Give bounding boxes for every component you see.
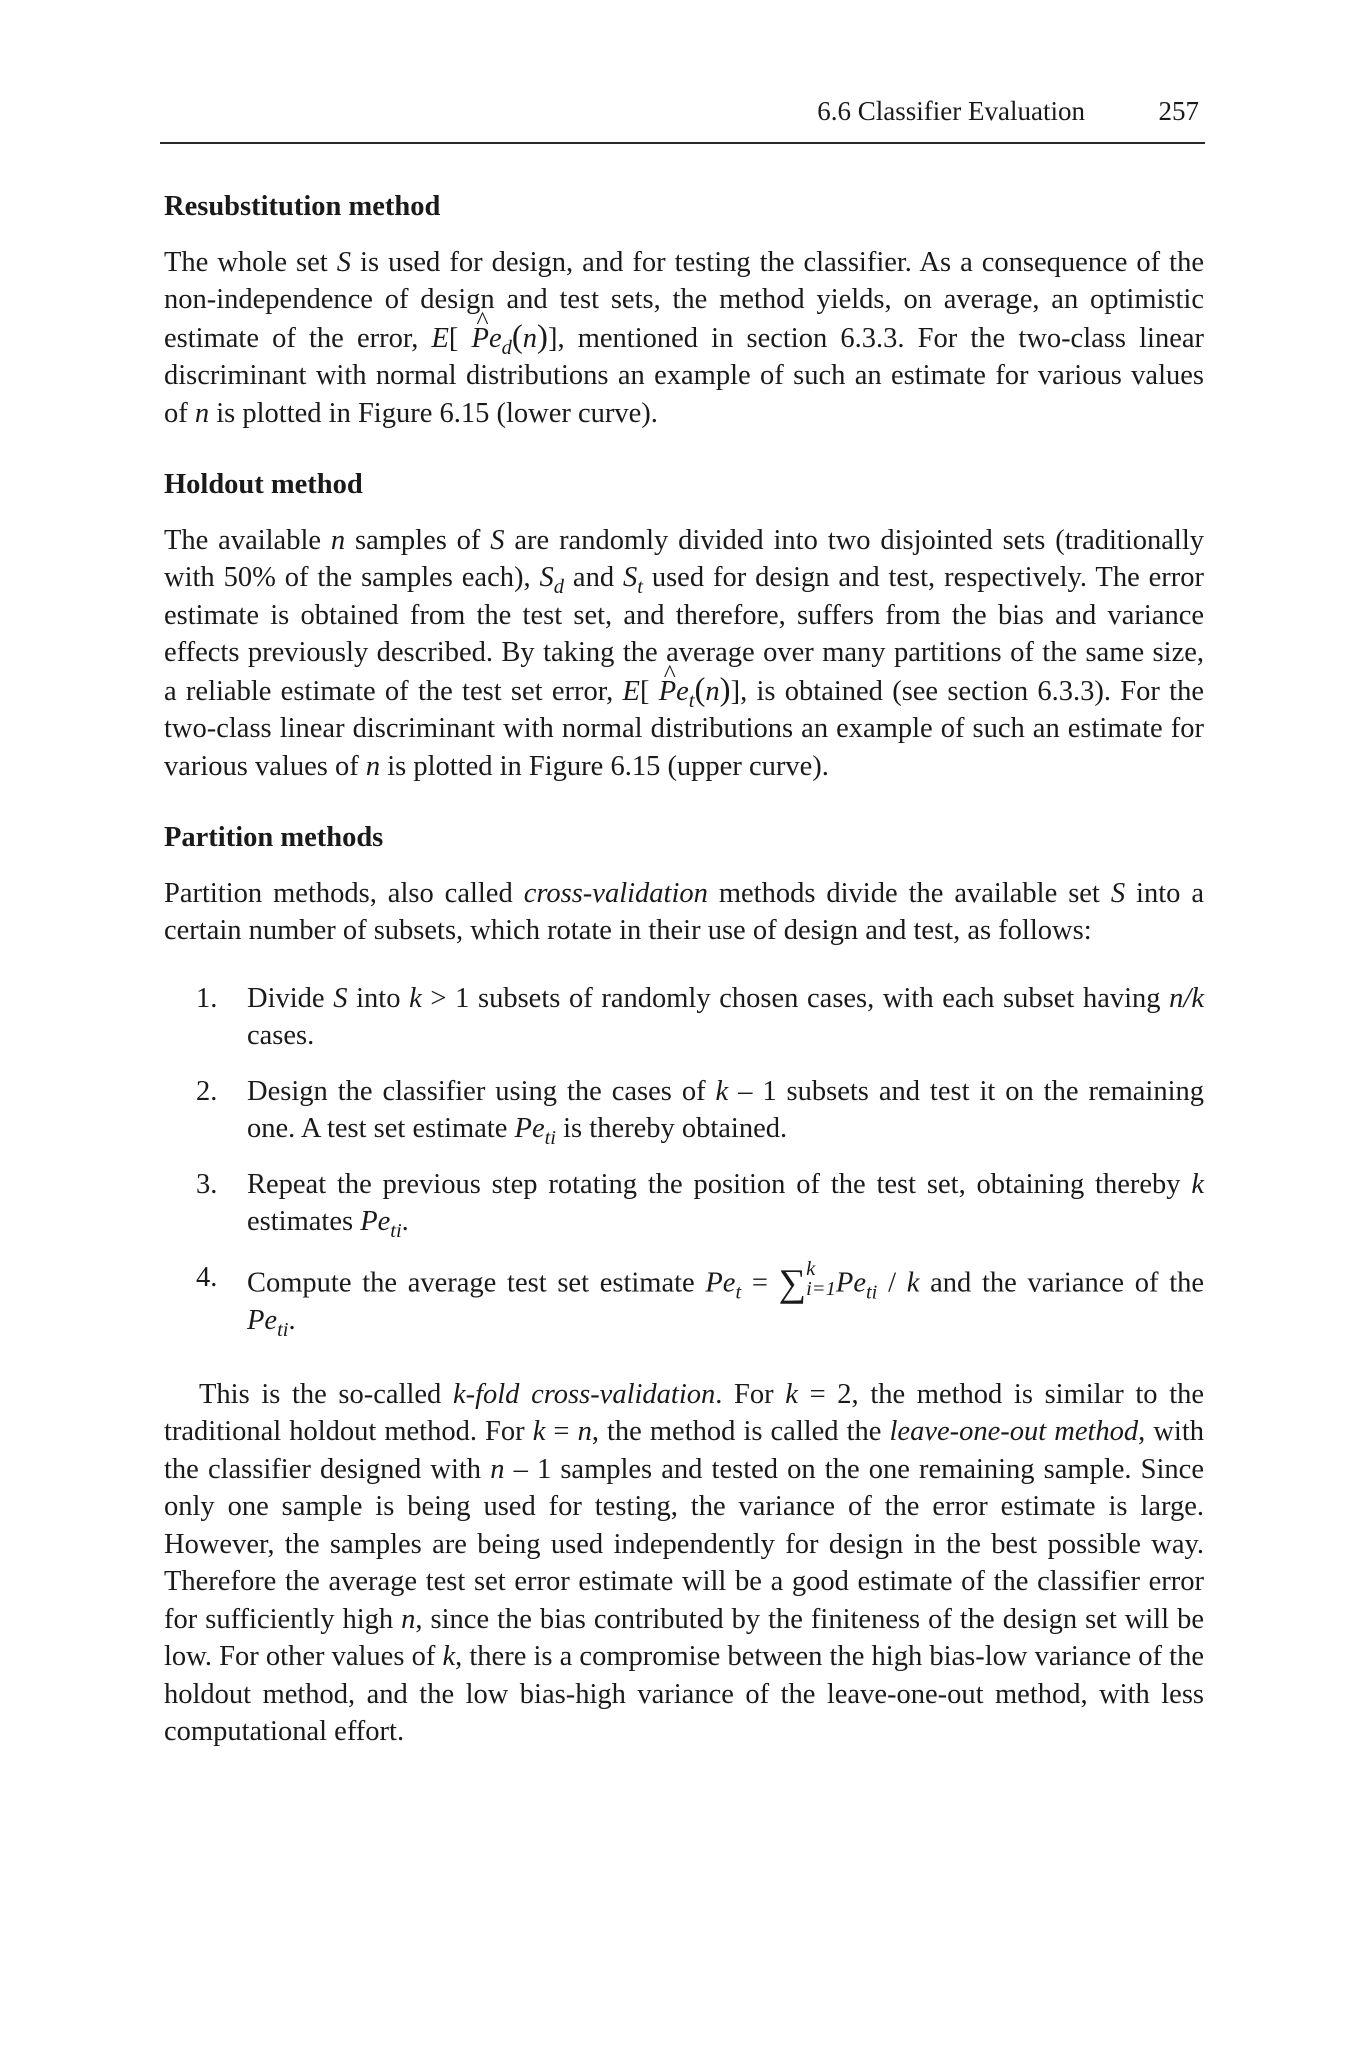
resubstitution-section — [164, 188, 1204, 432]
list-item: 2. Design the classifier using the cases of k – 1 subsets and test it on the remaining one. A test set estimate $Pe_{ti}$ is thereby obtained. — [196, 1075, 1204, 1150]
list-item: 1. Divide S into k > 1 subsets of randomly chosen cases, with each subset having n/k cases. — [196, 982, 1204, 1051]
partition-intro: Partition methods, also called cross-validation methods divide the available set S into a certain number of subsets, which rotate in their use of design and test, as follows: — [164, 877, 1204, 946]
holdout-heading: Holdout method — [164, 469, 363, 500]
partition-steps — [164, 980, 1204, 1340]
hat-symbol: ^ Pe — [659, 673, 689, 711]
list-item: 4. Compute the average test set estimate $Pe_t = \sum k$ $i=1Pe_{ti} / k$ and the variance of the $Pe_{ti}$. — [196, 1257, 1205, 1342]
running-head: 6.6 Classifier Evaluation — [817, 96, 1085, 126]
hat-symbol: ^ Pe — [472, 320, 502, 358]
resubstitution-paragraph: The whole set S is used for design, and for testing the classifier. As a consequence of the non-independence of design and test sets, the method yields, on average, an optimistic estimate of the error, E[ ^ $Pe_d(n)$], mentioned in section 6.3.3. For the two-class linear discriminant with normal distributions an example of such an estimate for various values of n is plotted in Figure 6.15 (lower curve). — [164, 244, 1204, 433]
page-header — [160, 96, 1205, 144]
holdout-paragraph: The available n samples of S are randomly divided into two disjointed sets (traditionally with 50% of the samples each), $S_d$ and $S_t$ used for design and test, respectively. The error estimate is obtained from the test set, and therefore, suffers from the bias and variance effects previously described. By taking the average over many partitions of the same size, a reliable estimate of the test set error, E[ ^ $Pe_t(n)$], is obtained (see section 6.3.3). For the two-class linear discriminant with normal distributions an example of such an estimate for various values of n is plotted in Figure 6.15 (upper curve). — [164, 522, 1204, 786]
list-item: 3. Repeat the previous step rotating the position of the test set, obtaining thereby k estimates $Pe_{ti}$. — [196, 1168, 1204, 1243]
summation-symbol: ∑ — [778, 1261, 807, 1304]
resubstitution-heading: Resubstitution method — [164, 191, 441, 222]
page-body — [164, 188, 1204, 1785]
partition-section — [164, 819, 1204, 1751]
kfold-paragraph: This is the so-called k-fold cross-validation. For k = 2, the method is similar to the traditional holdout method. For k = n, the method is called the leave-one-out method, with the classifier designed with n – 1 samples and tested on the one remaining sample. Since only one sample is being used for testing, the variance of the error estimate is large. However, the samples are being used independently for design in the best possible way. Therefore the average test set error estimate will be a good estimate of the classifier error for sufficiently high n, since the bias contributed by the finiteness of the design set will be low. For other values of k, there is a compromise between the high bias-low variance of the holdout method, and the low bias-high variance of the leave-one-out method, with less computational effort. — [164, 1378, 1205, 1748]
page-number: 257 — [1158, 96, 1199, 126]
holdout-section — [164, 466, 1204, 785]
partition-heading: Partition methods — [164, 822, 384, 853]
